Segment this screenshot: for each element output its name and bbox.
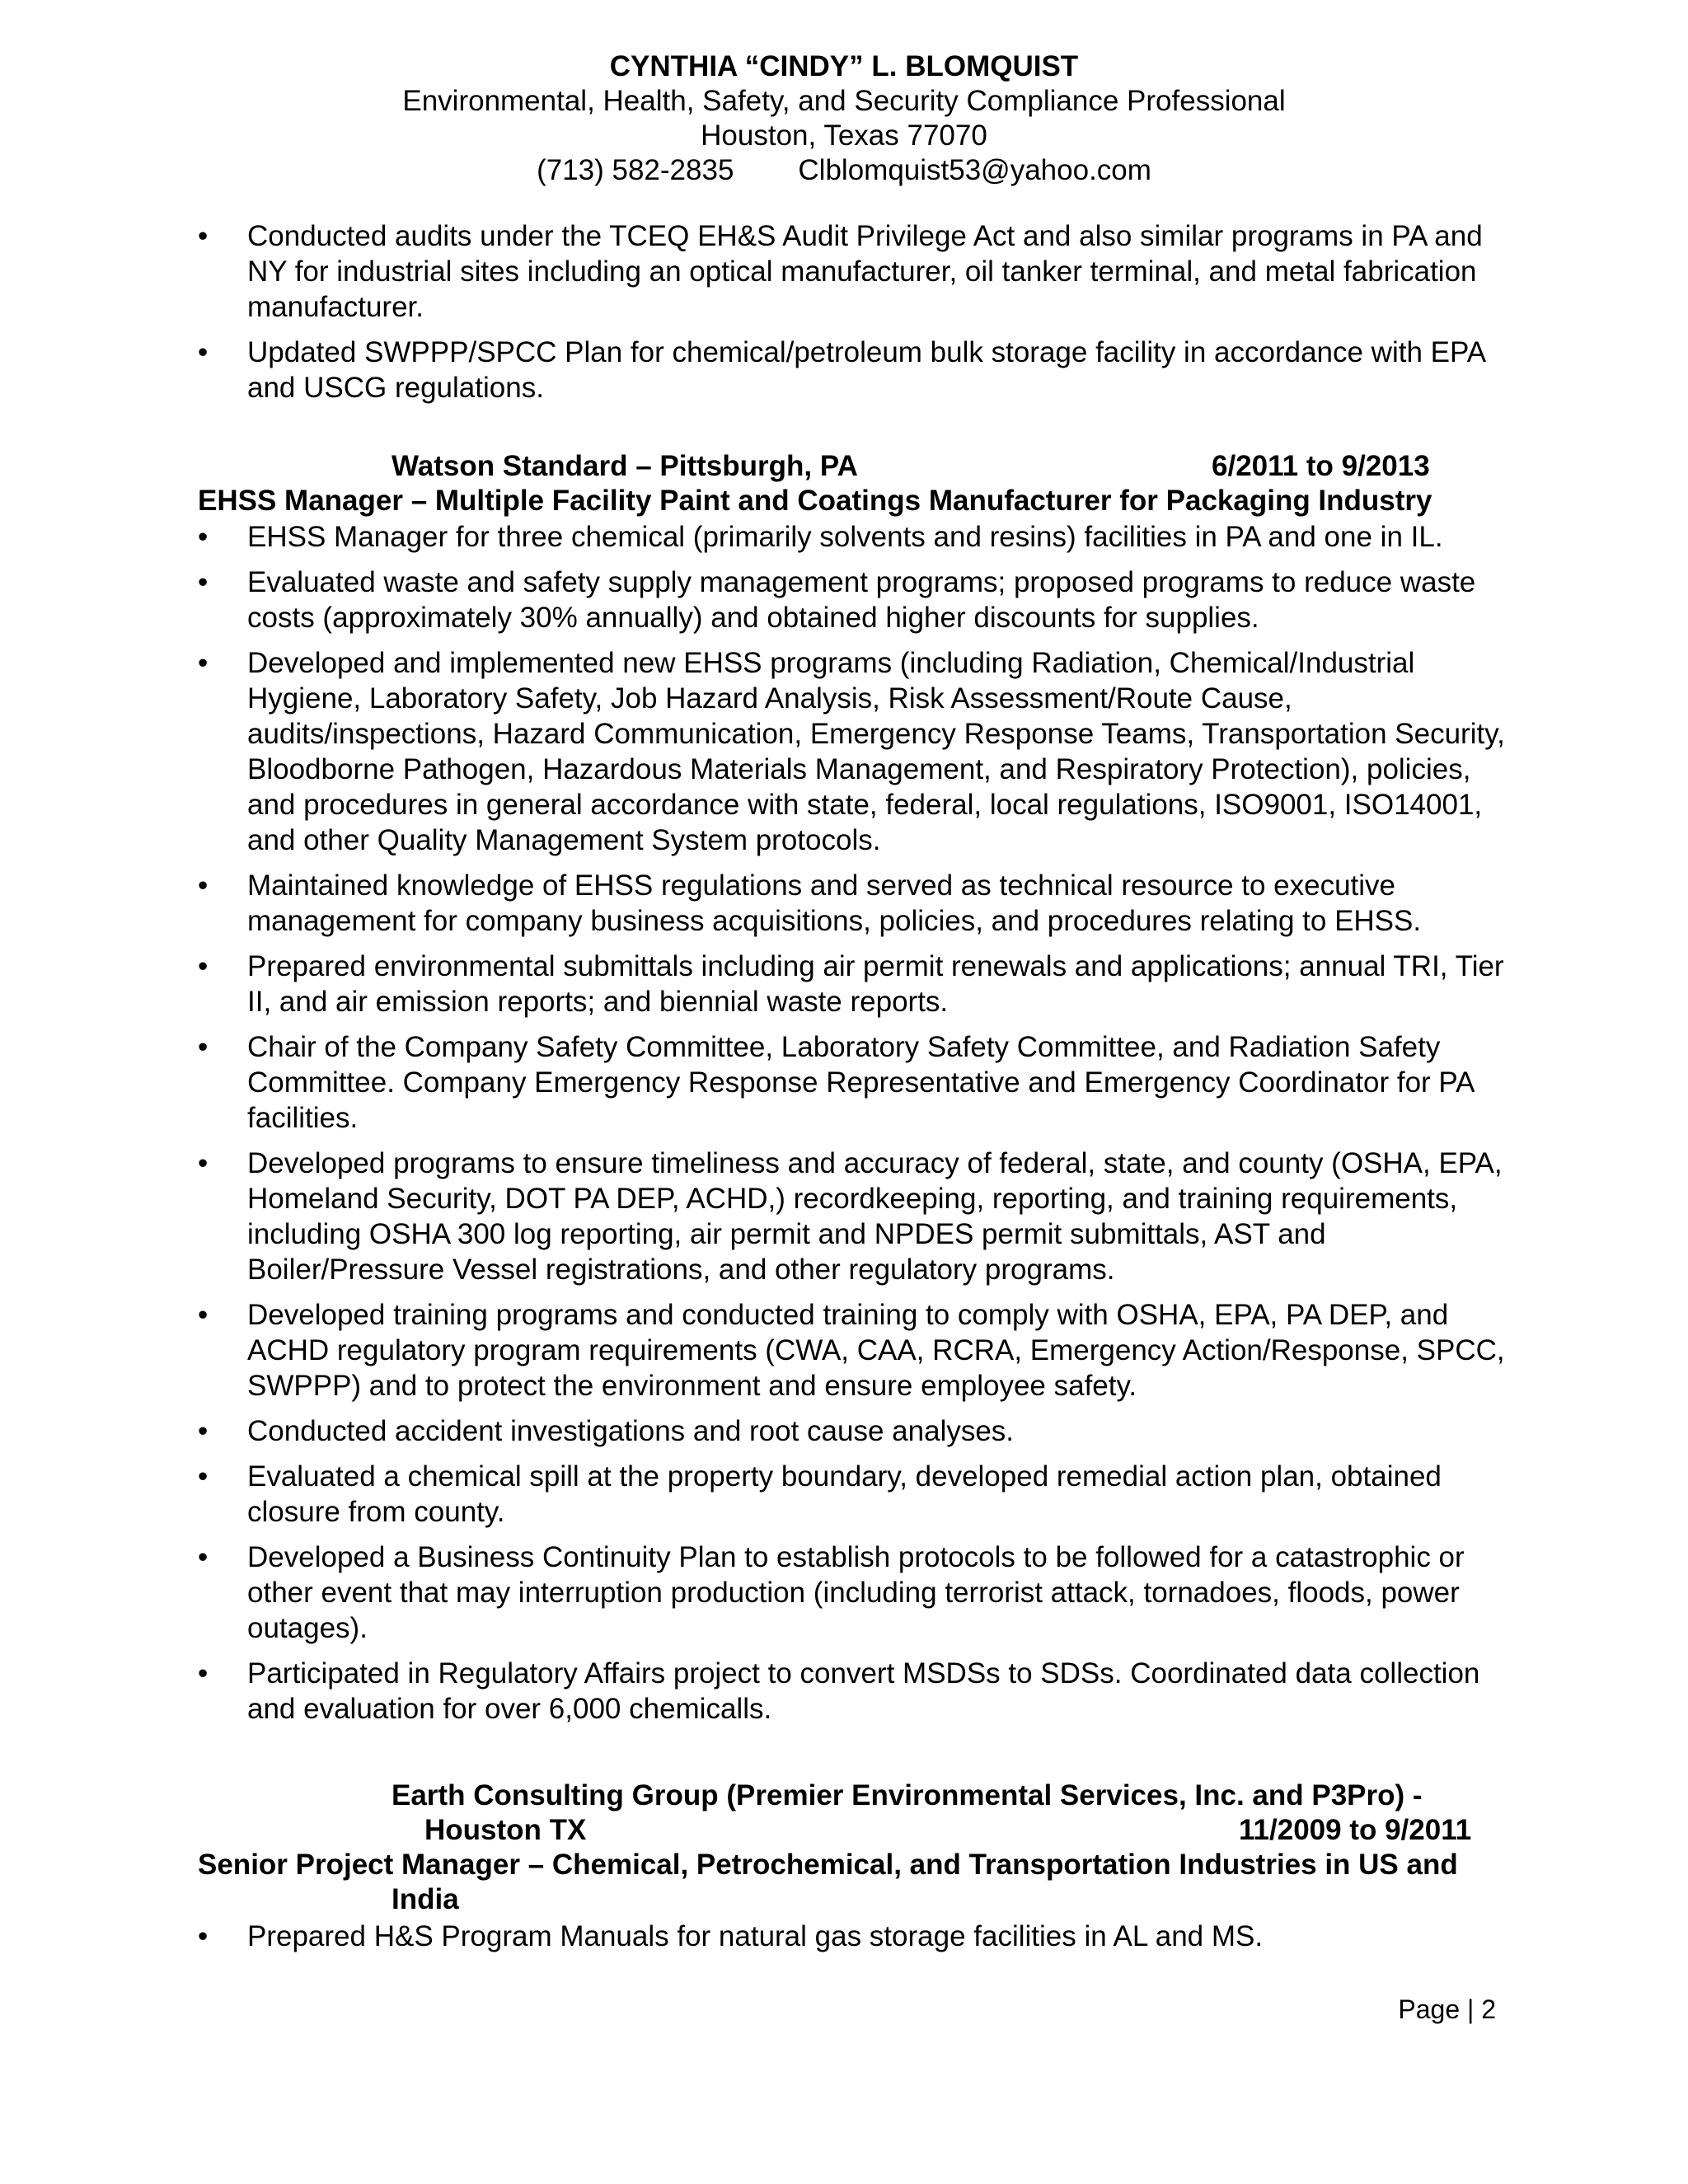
list-item: • Prepared environmental submittals including air permit renewals and applications; annual TRI, Tier II, and air emission reports; and biennial waste reports. xyxy=(198,949,1508,1019)
job2-company-line2: Houston TX xyxy=(424,1814,587,1846)
list-item: • EHSS Manager for three chemical (primarily solvents and resins) facilities in PA and one in IL. xyxy=(198,519,1508,555)
email: Clblomquist53@yahoo.com xyxy=(798,154,1151,186)
list-item: • Conducted accident investigations and root cause analyses. xyxy=(198,1413,1508,1449)
list-item: • Developed and implemented new EHSS programs (including Radiation, Chemical/Industrial Hygiene, Laboratory Safety, Job Hazard Analysis, Risk Assessment/Route Cause, audits/inspections, Hazard Communication, Emergency Response Teams, Transportation Security, Bloodborne Pathogen, Hazardous Materials Management, and Respiratory Protection), policies, and procedures in general accordance with state, federal, local regulations, ISO9001, ISO14001, and other Quality Management System protocols. xyxy=(198,645,1508,858)
list-item: • Updated SWPPP/SPCC Plan for chemical/petroleum bulk storage facility in accordance with EPA and USCG regulations. xyxy=(198,335,1508,405)
resume-header xyxy=(0,49,1688,188)
list-item: • Developed programs to ensure timeliness and accuracy of federal, state, and county (OSHA, EPA, Homeland Security, DOT PA DEP, ACHD,) recordkeeping, reporting, and training requirements, including OSHA 300 log reporting, air permit and NPDES permit submittals, AST and Boiler/Pressure Vessel registrations, and other regulatory programs. xyxy=(198,1146,1508,1287)
location: Houston, Texas 77070 xyxy=(701,120,987,152)
candidate-name: CYNTHIA “CINDY” L. BLOMQUIST xyxy=(609,50,1079,82)
professional-title: Environmental, Health, Safety, and Security Compliance Professional xyxy=(402,85,1286,117)
list-item: • Developed a Business Continuity Plan to establish protocols to be followed for a catastrophic or other event that may interruption production (including terrorist attack, tornadoes, floods, power outages). xyxy=(198,1540,1508,1646)
list-item: • Participated in Regulatory Affairs project to convert MSDSs to SDSs. Coordinated data collection and evaluation for over 6,000 chemicalls. xyxy=(198,1656,1508,1727)
list-item: • Developed training programs and conducted training to comply with OSHA, EPA, PA DEP, and ACHD regulatory program requirements (CWA, CAA, RCRA, Emergency Action/Response, SPCC, SWPPP) and to protect the environment and ensure employee safety. xyxy=(198,1297,1508,1404)
list-item: • Evaluated waste and safety supply management programs; proposed programs to reduce waste costs (approximately 30% annually) and obtained higher discounts for supplies. xyxy=(198,565,1508,635)
job1-role: EHSS Manager – Multiple Facility Paint and Coatings Manufacturer for Packaging Industry xyxy=(198,485,1432,517)
list-item: • Evaluated a chemical spill at the property boundary, developed remedial action plan, obtained closure from county. xyxy=(198,1459,1508,1530)
job2-company-line1: Earth Consulting Group (Premier Environmental Services, Inc. and P3Pro) - xyxy=(392,1779,1423,1811)
job2-role-line1: Senior Project Manager – Chemical, Petrochemical, and Transportation Industries in US and xyxy=(198,1849,1458,1881)
list-item: • Conducted audits under the TCEQ EH&S Audit Privilege Act and also similar programs in PA and NY for industrial sites including an optical manufacturer, oil tanker terminal, and metal fabrication manufacturer. xyxy=(198,218,1508,325)
job2-role-line2: India xyxy=(392,1883,459,1915)
job1-dates: 6/2011 to 9/2013 xyxy=(1212,450,1430,482)
page-number: Page | 2 xyxy=(1398,1994,1496,2024)
list-item: • Chair of the Company Safety Committee, Laboratory Safety Committee, and Radiation Safety Committee. Company Emergency Response Representative and Emergency Coordinator for PA facilities. xyxy=(198,1029,1508,1136)
job1-bullet-list xyxy=(198,519,1508,1736)
job2-bullet-list xyxy=(198,1919,1508,1964)
list-item: • Prepared H&S Program Manuals for natural gas storage facilities in AL and MS. xyxy=(198,1919,1508,1954)
list-item: • Maintained knowledge of EHSS regulations and served as technical resource to executive management for company business acquisitions, policies, and procedures relating to EHSS. xyxy=(198,868,1508,939)
contact-line xyxy=(0,153,1688,188)
phone: (713) 582-2835 xyxy=(537,154,734,186)
intro-bullet-list xyxy=(198,218,1508,415)
job1-company: Watson Standard – Pittsburgh, PA xyxy=(392,450,858,482)
job2-dates: 11/2009 to 9/2011 xyxy=(1239,1814,1472,1846)
